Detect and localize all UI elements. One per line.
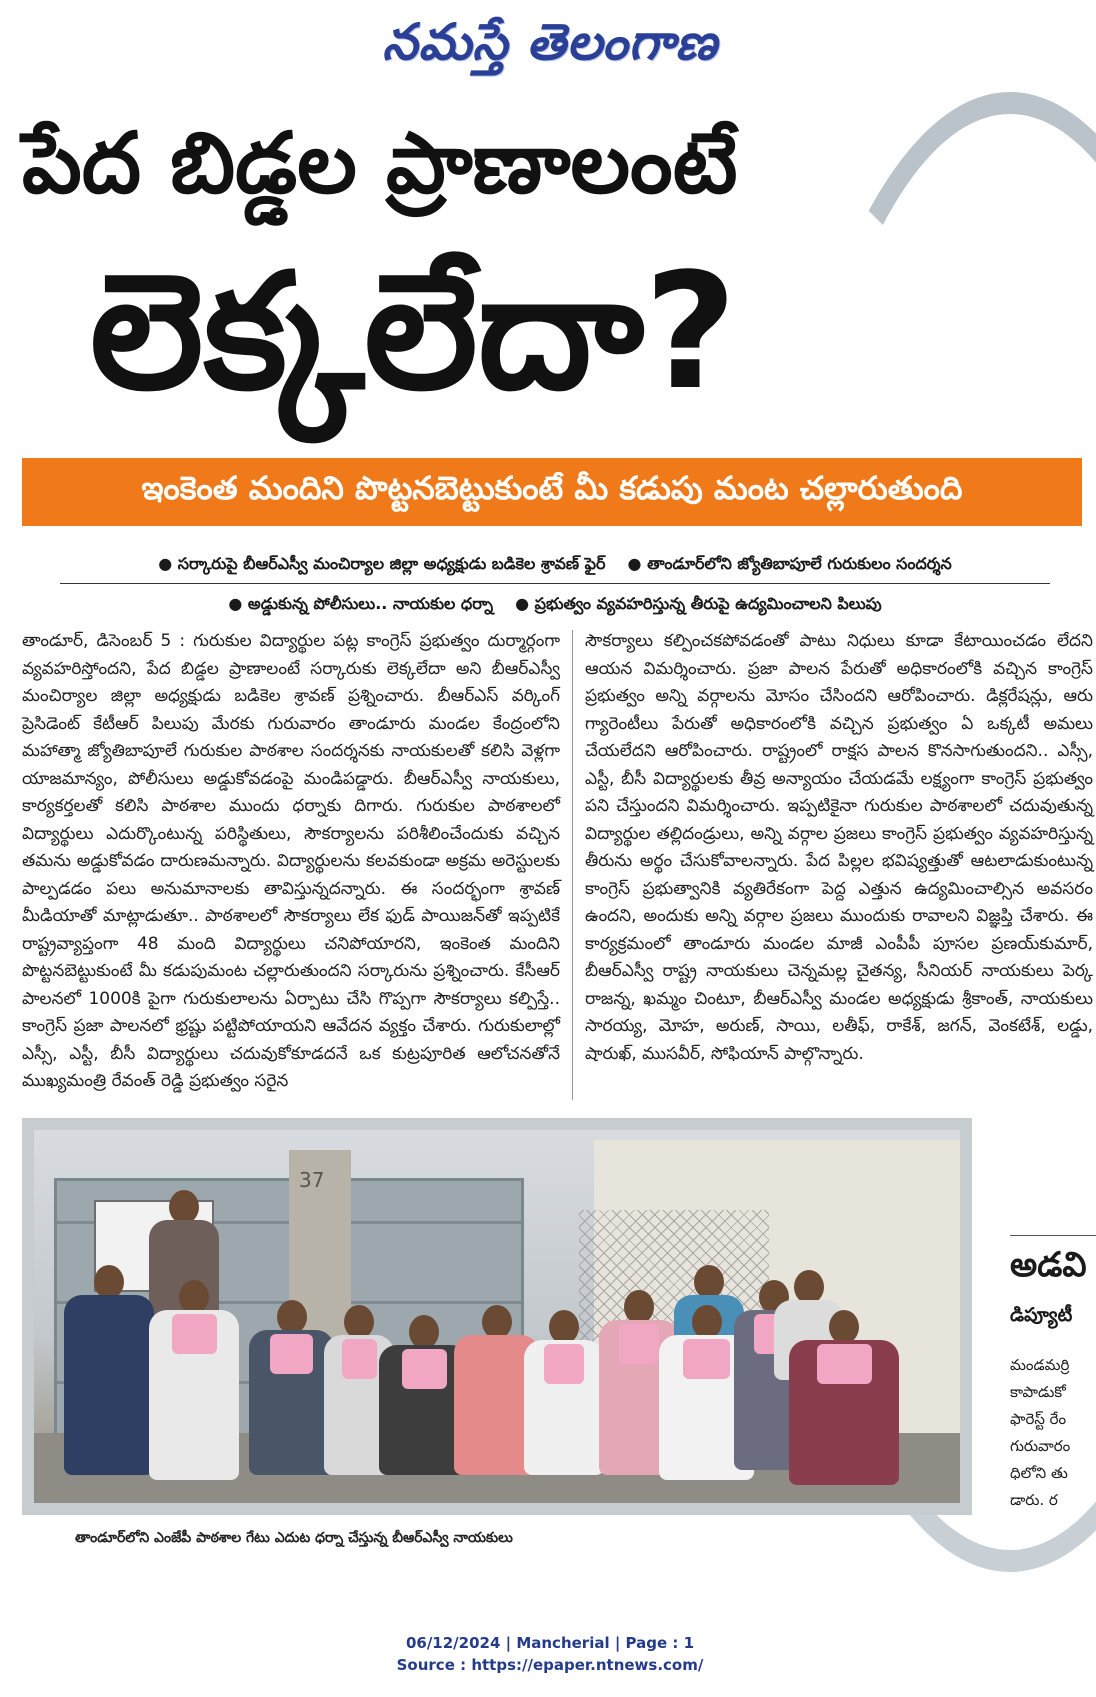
side-story-line: ఫారెస్ట్ రేం [1010, 1410, 1067, 1428]
news-photo-frame [22, 1118, 972, 1515]
bullet-item: ● అడ్డుకున్న పోలీసులు.. నాయకుల ధర్నా [228, 594, 493, 617]
page-footer [300, 1632, 800, 1676]
article-column-right: సౌకర్యాలు కల్పించకపోవడంతో పాటు నిధులు కూడా కేటాయించడం లేదని ఆయన విమర్శించారు. ప్రజా పాలన పేరుతో అధికారంలోకి వచ్చిన కాంగ్రెస్ ప్రభుత్వం అన్ని వర్గాలను మోసం చేసిందని ఆరోపించారు. డిక్లరేషన్లు, ఆరు గ్యారెంటీలు పేరుతో అధికారంలోకి వచ్చిన ప్రభుత్వం ఏ ఒక్కటీ అమలు చేయలేదని ఆరోపించారు. రాష్ట్రంలో రాక్షస పాలన కొనసాగుతుందని.. ఎస్సీ, ఎస్టీ, బీసీ విద్యార్థులకు తీవ్ర అన్యాయం చేయడమే లక్ష్యంగా కాంగ్రెస్ ప్రభుత్వం పని చేస్తుందని విమర్శించారు. ఇప్పటికైనా గురుకుల పాఠశాలలో చదువుతున్న విద్యార్థుల తల్లిదండ్రులు, అన్ని వర్గాల ప్రజలు కాంగ్రెస్ ప్రభుత్వం వ్యవహరిస్తున్న తీరును అర్థం చేసుకోవాలన్నారు. పేద పిల్లల భవిష్యత్తుతో ఆటలాడుకుంటున్న కాంగ్రెస్ ప్రభుత్వానికి వ్యతిరేకంగా పెద్ద ఎత్తున ఉద్యమించాల్సిన అవసరం ఉందని, అందుకు అన్ని వర్గాల ప్రజలు ముందుకు రావాలని విజ్ఞప్తి చేశారు. ఈ కార్యక్రమంలో తాండూరు మండల మాజీ ఎంపీపీ పూసల ప్రణయ్‌కుమార్, బీఆర్ఎస్వీ రాష్ట్ర నాయకులు చెన్నమల్ల చైతన్య, సీనియర్ నాయకులు పెర్క రాజన్న, ఖమ్మం చింటూ, బీఆర్ఎస్వీ మండల అధ్యక్షుడు శ్రీకాంత్, నాయకులు సారయ్య, మోహ, అరుణ్, సాయి, లతీఫ్, రాకేశ్, జగన్, వెంకటేశ్, లడ్డు, షారుఖ్, ముసవీర్, సోఫియాన్ పాల్గొన్నారు. [585, 631, 1093, 1064]
footer-source-link[interactable]: Source : https://epaper.ntnews.com/ [396, 1656, 704, 1674]
bullet-item: ● తాండూర్‌లోని జ్యోతిబాపూలే గురుకులం సందర్శన [628, 554, 952, 577]
photo-person [789, 1310, 899, 1485]
side-story-title: అడవి [1010, 1245, 1087, 1285]
side-story-line: డారు. ర [1010, 1491, 1058, 1509]
photo-person [524, 1310, 604, 1475]
side-story-line: మండమర్రి [1010, 1356, 1070, 1374]
side-story-line: ధిలోని తు [1010, 1464, 1068, 1482]
headline-line-1: పేద బిడ్డల ప్రాణాలంటే [22, 114, 738, 212]
photo-person [64, 1265, 154, 1475]
side-story-text [1010, 1352, 1096, 1562]
side-story-subtitle: డిప్యూటీ [1010, 1304, 1073, 1326]
bullet-row-2 [60, 588, 1050, 622]
article-column-left: తాండూర్, డిసెంబర్ 5 : గురుకుల విద్యార్థుల పట్ల కాంగ్రెస్ ప్రభుత్వం దుర్మార్గంగా వ్యవహరిస్తోందని, పేద బిడ్డల ప్రాణాలంటే సర్కారుకు లెక్కలేదా అని బీఆర్ఎస్వీ మంచిర్యాల జిల్లా అధ్యక్షుడు బడికెల శ్రావణ్ ప్రశ్నించారు. బీఆర్ఎస్ వర్కింగ్ ప్రెసిడెంట్ కేటీఆర్ పిలుపు మేరకు గురువారం తాండూరు మండల కేంద్రంలోని మహాత్మా జ్యోతిబాపూలే గురుకుల పాఠశాల సందర్శనకు నాయకులతో కలిసి వెళ్లగా యాజమాన్యం, పోలీసులు అడ్డుకోవడంపై మండిపడ్డారు. బీఆర్ఎస్వీ నాయకులు, కార్యకర్తలతో కలిసి పాఠశాల ముందు ధర్నాకు దిగారు. గురుకుల పాఠశాలలో విద్యార్థులు ఎదుర్కొంటున్న పరిస్థితులు, సౌకర్యాలను పరిశీలించేందుకు వచ్చిన తమను అడ్డుకోవడం దారుణమన్నారు. విద్యార్థులను కలవకుండా అక్రమ అరెస్టులకు పాల్పడడం పలు అనుమానాలకు తావిస్తున్నదన్నారు. ఈ సందర్భంగా శ్రావణ్ మీడియాతో మాట్లాడుతూ.. పాఠశాలలో సౌకర్యాలు లేక ఫుడ్ పాయిజన్‌తో ఇప్పటికే రాష్ట్రవ్యాప్తంగా 48 మంది విద్యార్థులు చనిపోయారని, ఇంకెంత మందిని పొట్టనబెట్టుకుంటే మీ కడుపుమంట చల్లారుతుందని సర్కారును ప్రశ్నించారు. కేసీఆర్ పాలనలో 1000కి పైగా గురుకులాలను ఏర్పాటు చేసి గొప్పగా సౌకర్యాలు కల్పిస్తే.. కాంగ్రెస్ ప్రజా పాలనలో భ్రష్టు పట్టిపోయాయని ఆవేదన వ్యక్తం చేశారు. గురుకులాల్లో ఎస్సీ, ఎస్టీ, బీసీ విద్యార్థులు చదువుకోకూడదనే ఒక కుట్రపూరిత ఆలోచనతోనే ముఖ్యమంత్రి రేవంత్ రెడ్డి ప్రభుత్వం సరైన [22, 631, 560, 1091]
side-story-divider [1010, 1235, 1096, 1236]
footer-edition-info: 06/12/2024 | Mancherial | Page : 1 [405, 1634, 695, 1652]
bullet-row-1 [60, 548, 1050, 582]
pillar-number: 37 [299, 1168, 325, 1192]
bullet-item: ● ప్రభుత్వం వ్యవహరిస్తున్న తీరుపై ఉద్యమించాలని పిలుపు [515, 594, 882, 617]
headline-line-2: లెక్కలేదా? [90, 238, 737, 425]
news-photo [34, 1130, 960, 1503]
bullet-divider [60, 583, 1050, 584]
bullet-item: ● సర్కారుపై బీఆర్‌ఎస్వీ మంచిర్యాల జిల్లా అధ్యక్షుడు బడికెల శ్రావణ్ ఫైర్ [158, 554, 605, 577]
photo-person [149, 1280, 239, 1480]
column-divider [572, 630, 573, 1100]
subheadline-banner: ఇంకెంత మందిని పొట్టనబెట్టుకుంటే మీ కడుపు మంట చల్లారుతుంది [22, 458, 1082, 526]
side-story-line: గురువారం [1010, 1437, 1071, 1455]
side-story-line: కాపాడుకో [1010, 1383, 1066, 1401]
newspaper-masthead: నమస్తే తెలంగాణ [382, 12, 718, 71]
photo-person [249, 1300, 334, 1475]
photo-caption: తాండూర్‌లోని ఎంజేపీ పాఠశాల గేటు ఎదుట ధర్నా చేస్తున్న బీఆర్ఎస్వీ నాయకులు [75, 1530, 513, 1546]
